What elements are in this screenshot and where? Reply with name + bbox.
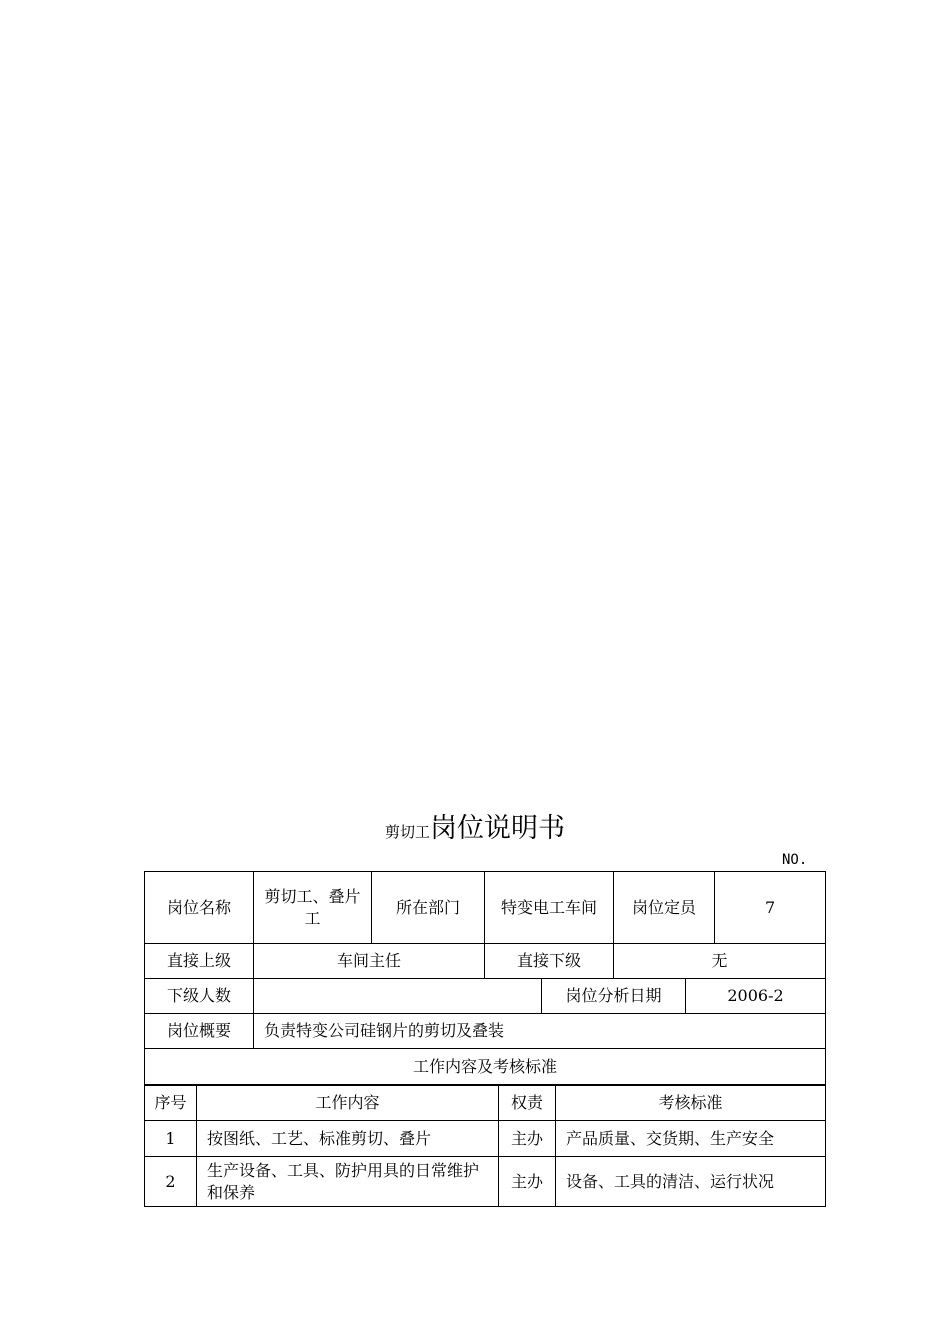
document-number-label: NO. — [782, 852, 808, 868]
analysis-date-value: 2006-2 — [686, 979, 826, 1014]
position-name-line-1: 剪切工、叠片 — [264, 886, 361, 906]
headcount-value: 7 — [715, 872, 826, 944]
title-main: 岗位说明书 — [430, 813, 565, 844]
page-title — [0, 806, 950, 845]
row-no: 1 — [145, 1121, 197, 1157]
header-content: 工作内容 — [197, 1086, 499, 1121]
summary-label: 岗位概要 — [145, 1014, 254, 1049]
subordinate-value: 无 — [614, 944, 826, 979]
headcount-label: 岗位定员 — [614, 872, 715, 944]
position-name-label: 岗位名称 — [145, 872, 254, 944]
row-content: 按图纸、工艺、标准剪切、叠片 — [197, 1121, 499, 1157]
row-no: 2 — [145, 1157, 197, 1207]
department-value: 特变电工车间 — [485, 872, 614, 944]
section-title: 工作内容及考核标准 — [145, 1049, 826, 1085]
analysis-date-label: 岗位分析日期 — [542, 979, 686, 1014]
header-authority: 权责 — [499, 1086, 556, 1121]
position-name-line-2: 工 — [304, 908, 321, 928]
summary-value: 负责特变公司硅钢片的剪切及叠装 — [254, 1014, 826, 1049]
row-authority: 主办 — [499, 1157, 556, 1207]
row-standard: 产品质量、交货期、生产安全 — [556, 1121, 826, 1157]
subordinate-count-value — [254, 979, 542, 1014]
table-row — [145, 1121, 826, 1157]
subordinate-count-label: 下级人数 — [145, 979, 254, 1014]
header-no: 序号 — [145, 1086, 197, 1121]
row-standard: 设备、工具的清洁、运行状况 — [556, 1157, 826, 1207]
task-table — [144, 1085, 826, 1207]
table-row — [145, 1157, 826, 1207]
row-authority: 主办 — [499, 1121, 556, 1157]
header-standard: 考核标准 — [556, 1086, 826, 1121]
position-name-value — [254, 872, 372, 944]
department-label: 所在部门 — [372, 872, 485, 944]
row-content: 生产设备、工具、防护用具的日常维护和保养 — [197, 1157, 499, 1207]
title-prefix: 剪切工 — [384, 823, 430, 841]
superior-value: 车间主任 — [254, 944, 485, 979]
position-info-table — [144, 871, 826, 1085]
superior-label: 直接上级 — [145, 944, 254, 979]
subordinate-label: 直接下级 — [485, 944, 614, 979]
